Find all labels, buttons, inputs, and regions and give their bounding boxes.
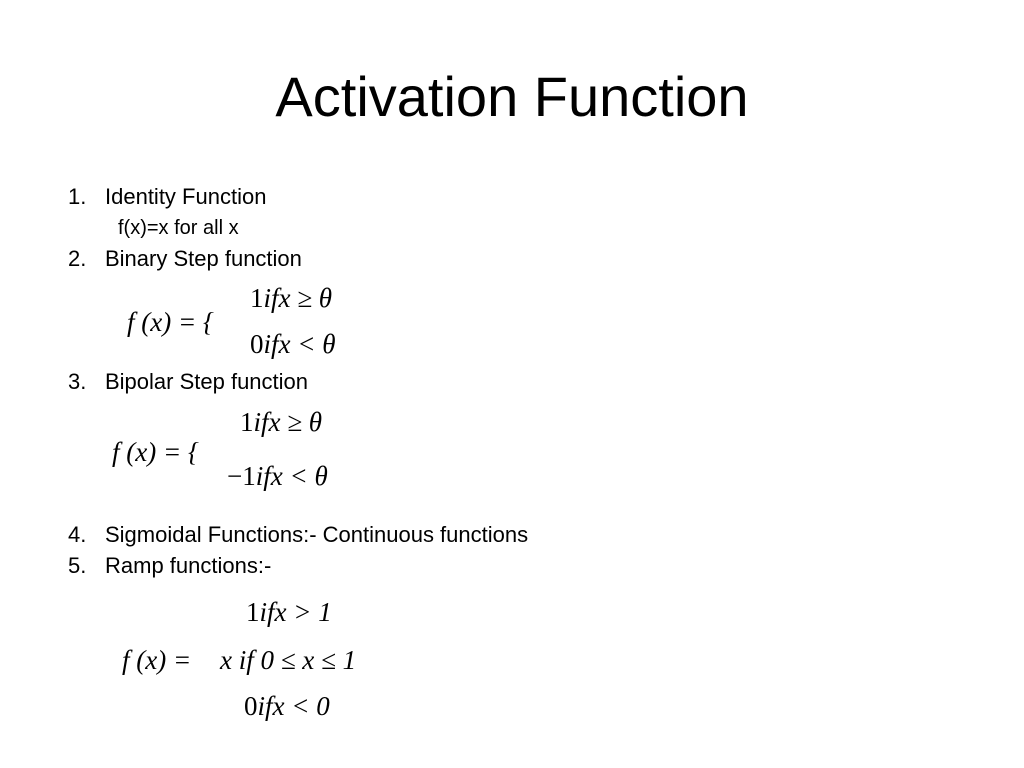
list-item-label: Sigmoidal Functions:- Continuous functions: [105, 522, 529, 547]
identity-formula: f(x)=x for all x: [118, 217, 239, 239]
case-value: 1: [240, 407, 254, 437]
bipolar-step-case-low: [227, 460, 328, 492]
list-item-binary-step: [68, 245, 302, 273]
case-value: 0: [244, 691, 258, 721]
case-value: −1: [227, 461, 256, 491]
list-item-label: Bipolar Step function: [105, 369, 309, 394]
ramp-case-mid: [220, 644, 356, 676]
list-item-number: 1.: [68, 184, 87, 209]
binary-step-lhs: f (x) = {: [127, 307, 214, 337]
case-condition: x if 0 ≤ x ≤ 1: [220, 645, 357, 675]
bipolar-step-case-high: [240, 406, 322, 438]
list-item-label: Ramp functions:-: [105, 553, 272, 578]
list-item-sigmoidal: [68, 521, 528, 549]
list-item-number: 3.: [68, 369, 87, 394]
list-item-number: 4.: [68, 522, 87, 547]
case-condition: ifx ≥ θ: [263, 283, 333, 313]
case-value: 1: [250, 283, 264, 313]
list-item-number: 2.: [68, 246, 87, 271]
list-item-ramp: [68, 552, 271, 580]
ramp-case-top: [246, 596, 332, 628]
bipolar-step-lhs: f (x) = {: [112, 437, 199, 467]
case-condition: ifx < θ: [255, 461, 328, 491]
list-item-bipolar-step: [68, 368, 308, 396]
slide-title: Activation Function: [275, 65, 749, 128]
ramp-case-bottom: [244, 690, 330, 722]
ramp-lhs: f (x) =: [122, 645, 192, 675]
case-value: 1: [246, 597, 260, 627]
case-condition: ifx ≥ θ: [253, 407, 323, 437]
case-condition: ifx > 1: [259, 597, 332, 627]
list-item-label: Binary Step function: [105, 246, 302, 271]
case-condition: ifx < 0: [257, 691, 330, 721]
case-condition: ifx < θ: [263, 329, 336, 359]
list-item-identity: [68, 183, 266, 211]
binary-step-case-low: [250, 328, 335, 360]
binary-step-case-high: [250, 282, 332, 314]
case-value: 0: [250, 329, 264, 359]
list-item-label: Identity Function: [105, 184, 267, 209]
list-item-number: 5.: [68, 553, 87, 578]
